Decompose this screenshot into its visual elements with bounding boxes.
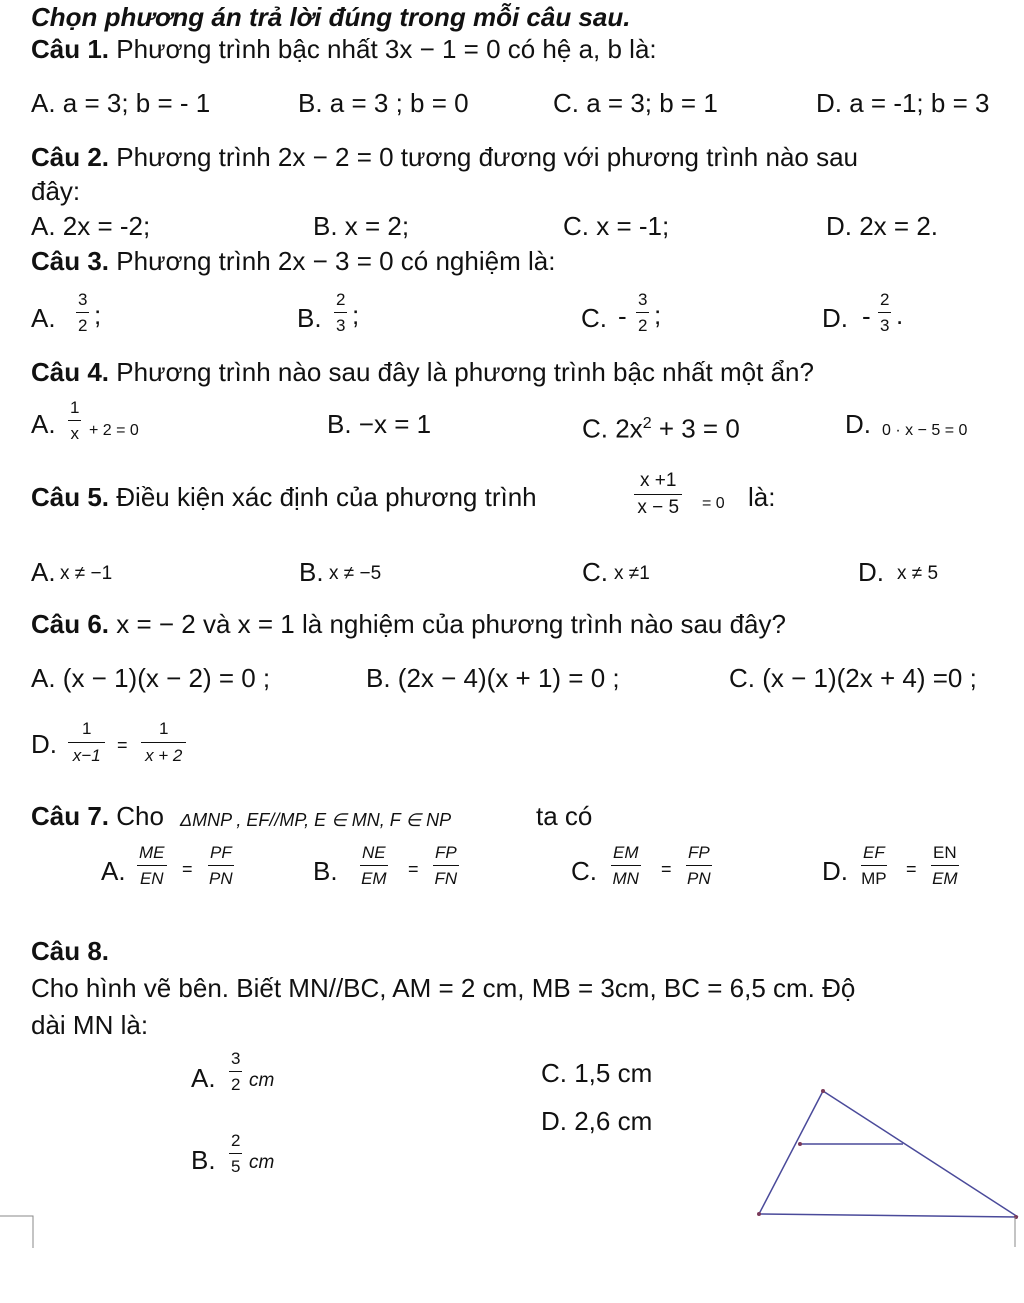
q8-a-num: 3: [229, 1049, 242, 1072]
q7-b-eq: =: [408, 859, 419, 879]
q7-d-eq: =: [906, 859, 917, 879]
question-6-text: x = − 2 và x = 1 là nghiệm của phương trình nào sau đây?: [116, 609, 786, 639]
page-corner-marker: [0, 1210, 40, 1250]
q7-d-d1: MP: [861, 869, 887, 888]
q3-b-letter: B.: [297, 303, 322, 333]
q8-a-den: 2: [231, 1075, 241, 1094]
question-3-text: Phương trình 2x − 3 = 0 có nghiệm là:: [116, 246, 556, 276]
q5-end: là:: [748, 482, 776, 512]
question-7-label: Câu 7.: [31, 801, 110, 831]
q7-b-letter: B.: [313, 856, 338, 886]
question-6-label: Câu 6.: [31, 609, 110, 639]
question-8-text: Cho hình vẽ bên. Biết MN//BC, AM = 2 cm, MB = 3cm, BC = 6,5 cm. Độ: [31, 973, 856, 1003]
q3-c-sign: -: [618, 301, 627, 331]
q8-option-c[interactable]: C. 1,5 cm: [541, 1058, 653, 1088]
q1-option-b[interactable]: B. a = 3 ; b = 0: [298, 88, 469, 118]
q5-a-expr: x ≠ −1: [60, 563, 113, 584]
q3-c-letter: C.: [581, 303, 607, 333]
q3-b-fraction: [334, 290, 347, 336]
q5-eq: = 0: [702, 495, 725, 512]
q7-c-d1: MN: [612, 869, 639, 888]
q6-d-den1: x−1: [72, 746, 101, 765]
side-ac: [823, 1091, 1018, 1217]
q7-a-eq: =: [182, 859, 193, 879]
question-5: [31, 482, 537, 512]
q7-a-letter: A.: [101, 856, 126, 886]
q2-option-a[interactable]: A. 2x = -2;: [31, 211, 151, 241]
q3-a-den: 2: [78, 316, 88, 335]
q3-b-num: 2: [334, 290, 347, 313]
q7-c-n1: EM: [611, 843, 641, 866]
q1-option-c[interactable]: C. a = 3; b = 1: [553, 88, 718, 118]
q3-d-sign: -: [862, 301, 871, 331]
point-a: [821, 1089, 825, 1093]
q3-c-den: 2: [638, 316, 648, 335]
q6-d-frac2: [141, 719, 186, 766]
q6-d-num1: 1: [68, 719, 105, 743]
q1-option-a[interactable]: A. a = 3; b = - 1: [31, 88, 211, 118]
q6-option-a[interactable]: A. (x − 1)(x − 2) = 0 ;: [31, 663, 271, 693]
q7-c-eq: =: [661, 859, 672, 879]
q5-b-letter: B.: [299, 557, 324, 587]
q6-d-eq: =: [117, 735, 128, 755]
q6-option-c[interactable]: C. (x − 1)(2x + 4) =0 ;: [729, 663, 977, 693]
question-8-text-cont: dài MN là:: [31, 1010, 149, 1040]
question-7-cho: Cho: [116, 801, 164, 831]
q2-option-b[interactable]: B. x = 2;: [313, 211, 410, 241]
q4-option-b[interactable]: B. −x = 1: [327, 409, 432, 439]
q7-c-letter: C.: [571, 856, 597, 886]
question-3: [31, 246, 555, 276]
q7-b-frac1: [360, 843, 388, 889]
question-7: [31, 801, 164, 831]
q3-d-letter: D.: [822, 303, 848, 333]
question-2: [31, 142, 858, 172]
q6-d-num2: 1: [141, 719, 186, 743]
q4-c-sup: 2: [642, 415, 652, 432]
q7-a-frac2: [208, 843, 234, 889]
question-4: [31, 357, 814, 387]
q3-c-num: 3: [636, 290, 649, 313]
q3-c-end: ;: [654, 300, 662, 330]
q7-d-frac1: [861, 843, 887, 889]
q8-b-unit: cm: [249, 1152, 275, 1173]
side-bc: [759, 1214, 1018, 1217]
q3-d-fraction: [878, 290, 891, 336]
q4-c-base: C. 2x: [582, 413, 643, 444]
question-3-label: Câu 3.: [31, 246, 110, 276]
q3-d-num: 2: [878, 290, 891, 313]
q4-d-letter: D.: [845, 409, 871, 439]
question-5-text: Điều kiện xác định của phương trình: [116, 482, 537, 512]
q1-option-d[interactable]: D. a = -1; b = 3: [816, 88, 990, 118]
q4-option-c[interactable]: [582, 409, 740, 444]
q5-fraction: [634, 471, 682, 518]
q7-c-frac1: [611, 843, 641, 889]
question-4-label: Câu 4.: [31, 357, 110, 387]
q8-b-fraction: [229, 1131, 242, 1177]
q3-a-fraction: [76, 290, 89, 336]
q3-a-letter: A.: [31, 303, 56, 333]
q5-d-expr: x ≠ 5: [897, 563, 939, 584]
q4-a-rest: + 2 = 0: [89, 422, 139, 439]
q4-a-letter: A.: [31, 409, 56, 439]
q7-b-d1: EM: [361, 869, 387, 888]
q5-num: x +1: [634, 471, 682, 495]
q5-c-expr: x ≠1: [614, 563, 650, 584]
question-2-label: Câu 2.: [31, 142, 110, 172]
q8-b-letter: B.: [191, 1145, 216, 1175]
triangle-figure: [740, 1080, 1024, 1260]
q6-d-letter: D.: [31, 729, 57, 759]
question-2-text-cont: đây:: [31, 176, 81, 206]
q7-d-frac2: [931, 843, 959, 889]
q8-b-den: 5: [231, 1157, 241, 1176]
q7-b-frac2: [433, 843, 459, 889]
q6-d-den2: x + 2: [145, 746, 183, 765]
q7-end: ta có: [536, 801, 593, 831]
q7-a-n2: PF: [208, 843, 234, 866]
question-5-label: Câu 5.: [31, 482, 110, 512]
q4-a-den: x: [70, 424, 79, 443]
q4-c-rest: + 3 = 0: [651, 413, 740, 444]
q5-d-letter: D.: [858, 557, 884, 587]
q8-b-num: 2: [229, 1131, 242, 1154]
q3-d-end: .: [896, 300, 904, 330]
question-1-label: Câu 1.: [31, 34, 110, 64]
q5-b-expr: x ≠ −5: [329, 563, 382, 584]
q3-d-den: 3: [880, 316, 890, 335]
q6-d-frac1: [68, 719, 105, 766]
q7-a-d1: EN: [139, 869, 164, 888]
q7-c-d2: PN: [687, 869, 711, 888]
q8-option-d[interactable]: D. 2,6 cm: [541, 1106, 653, 1136]
q7-d-d2: EM: [932, 869, 958, 888]
question-4-text: Phương trình nào sau đây là phương trình bậc nhất một ẩn?: [116, 357, 814, 387]
q8-a-unit: cm: [249, 1070, 275, 1091]
q5-c-letter: C.: [582, 557, 608, 587]
q2-option-d[interactable]: D. 2x = 2.: [826, 211, 938, 241]
question-1: [31, 34, 657, 64]
question-6: [31, 609, 786, 639]
q7-b-d2: FN: [434, 869, 458, 888]
q7-d-n1: EF: [861, 843, 887, 866]
q7-d-n2: EN: [931, 843, 959, 866]
q8-a-letter: A.: [191, 1063, 216, 1093]
q4-a-fraction: [68, 398, 81, 444]
q2-option-c[interactable]: C. x = -1;: [563, 211, 670, 241]
q7-d-letter: D.: [822, 856, 848, 886]
q3-b-den: 3: [336, 316, 346, 335]
q7-condition: ΔMNP , EF//MP, E ∈ MN, F ∈ NP: [180, 810, 452, 830]
q3-c-fraction: [636, 290, 649, 336]
q4-d-expr: 0 · x − 5 = 0: [882, 422, 968, 439]
question-8-label: Câu 8.: [31, 936, 110, 966]
point-b: [757, 1212, 761, 1216]
q7-a-frac1: [137, 843, 167, 889]
q7-b-n2: FP: [433, 843, 459, 866]
q7-a-d2: PN: [209, 869, 233, 888]
q8-a-fraction: [229, 1049, 242, 1095]
q4-a-num: 1: [68, 398, 81, 421]
q5-a-letter: A.: [31, 557, 56, 587]
point-m: [798, 1142, 802, 1146]
q6-option-b[interactable]: B. (2x − 4)(x + 1) = 0 ;: [366, 663, 620, 693]
q7-b-n1: NE: [360, 843, 388, 866]
question-2-text: Phương trình 2x − 2 = 0 tương đương với phương trình nào sau: [116, 142, 859, 172]
q3-a-end: ;: [94, 300, 102, 330]
q7-c-n2: FP: [686, 843, 712, 866]
q3-b-end: ;: [352, 300, 360, 330]
side-ab: [759, 1091, 823, 1214]
question-1-text: Phương trình bậc nhất 3x − 1 = 0 có hệ a, b là:: [116, 34, 657, 64]
q5-den: x − 5: [637, 497, 680, 518]
q7-a-n1: ME: [137, 843, 167, 866]
instruction: Chọn phương án trả lời đúng trong mỗi câu sau.: [31, 2, 631, 32]
q3-a-num: 3: [76, 290, 89, 313]
q7-c-frac2: [686, 843, 712, 889]
